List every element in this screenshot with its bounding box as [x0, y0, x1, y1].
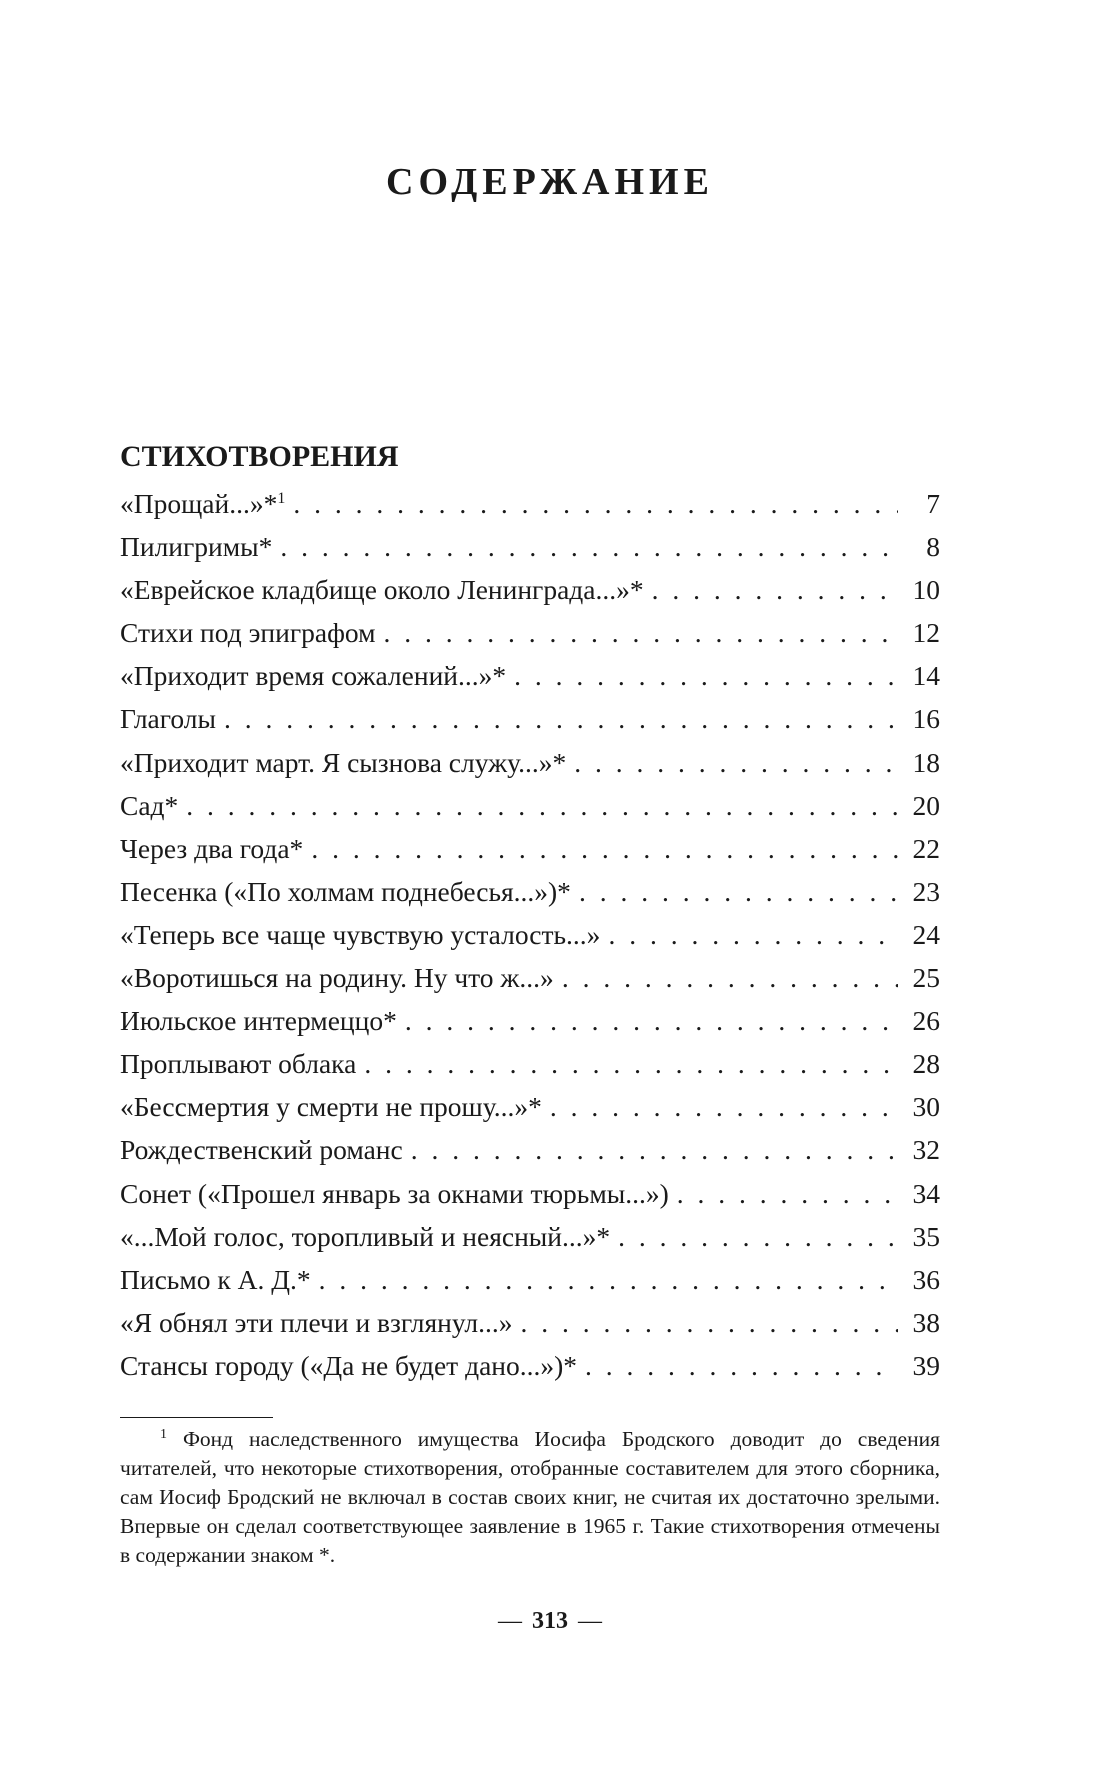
- dot-leader: [579, 876, 898, 908]
- toc-entry[interactable]: [120, 747, 940, 790]
- toc-entry[interactable]: [120, 574, 940, 617]
- toc-entry-page: 28: [912, 1048, 940, 1080]
- dot-leader: [574, 747, 898, 779]
- footnote: [120, 1425, 940, 1570]
- dot-leader: [585, 1350, 898, 1382]
- toc-entry-page: 18: [912, 746, 940, 778]
- toc-entry[interactable]: [120, 876, 940, 919]
- toc-entry-page: 24: [912, 918, 940, 950]
- toc-entry-page: 30: [912, 1091, 940, 1123]
- dot-leader: [319, 1264, 898, 1296]
- toc-entry-page: 23: [912, 875, 940, 907]
- toc-entry-page: 12: [912, 617, 940, 649]
- toc-entry-title: Через два года*: [120, 832, 304, 864]
- toc-entry[interactable]: [120, 660, 940, 703]
- toc-entry-title: Рождественский романс: [120, 1134, 403, 1166]
- toc-entry-title: «Теперь все чаще чувствую усталость...»: [120, 918, 601, 950]
- page-number: [0, 1608, 1100, 1635]
- dot-leader: [364, 1048, 898, 1080]
- toc-entry-title: Проплывают облака: [120, 1048, 357, 1080]
- dot-leader: [618, 1221, 898, 1253]
- toc-entry-title: Письмо к А. Д.*: [120, 1263, 311, 1295]
- toc-entry[interactable]: [120, 617, 940, 660]
- dot-leader: [550, 1091, 898, 1123]
- toc-entry[interactable]: [120, 1005, 940, 1048]
- toc-entry-title: Стансы городу («Да не будет дано...»)*: [120, 1349, 578, 1381]
- toc-entry-title: «Приходит март. Я сызнова служу...»*: [120, 746, 567, 778]
- toc-entry-title: Стихи под эпиграфом: [120, 617, 376, 649]
- toc-entry-title: Сад*: [120, 789, 179, 821]
- toc-entry[interactable]: [120, 1178, 940, 1221]
- toc-entry[interactable]: [120, 790, 940, 833]
- toc-entry-title: Пилигримы*: [120, 531, 273, 563]
- toc-entry-page: 16: [912, 703, 940, 735]
- toc-entry-title: «Еврейское кладбище около Ленинграда...»*: [120, 574, 644, 606]
- footnote-marker: 1: [160, 1426, 167, 1442]
- dot-leader: [411, 1134, 898, 1166]
- dot-leader: [186, 790, 898, 822]
- toc-entry-title: «Приходит время сожалений...»*: [120, 660, 507, 692]
- toc-entry[interactable]: [120, 919, 940, 962]
- toc-entry-title: Июльское интермеццо*: [120, 1005, 397, 1037]
- toc-entry-title: «Воротишься на родину. Ну что ж...»: [120, 962, 554, 994]
- dot-leader: [405, 1005, 898, 1037]
- dot-leader: [280, 531, 898, 563]
- toc-entry[interactable]: [120, 833, 940, 876]
- toc-entry-page: 22: [912, 832, 940, 864]
- toc-entry-page: 34: [912, 1177, 940, 1209]
- dot-leader: [514, 660, 898, 692]
- toc-entry[interactable]: [120, 1264, 940, 1307]
- toc-entry-page: 8: [926, 531, 940, 563]
- dot-leader: [224, 703, 898, 735]
- folio-dash-left: —: [498, 1608, 522, 1634]
- footnote-reference[interactable]: 1: [277, 489, 286, 507]
- dot-leader: [608, 919, 898, 951]
- folio-dash-right: —: [578, 1608, 602, 1634]
- toc-entry[interactable]: [120, 1221, 940, 1264]
- toc-entry[interactable]: [120, 1091, 940, 1134]
- toc-entry-page: 20: [912, 789, 940, 821]
- toc-entry[interactable]: [120, 1307, 940, 1350]
- dot-leader: [562, 962, 898, 994]
- toc-entry[interactable]: [120, 1350, 940, 1393]
- toc-entry-page: 36: [912, 1263, 940, 1295]
- toc-entry-title: «...Мой голос, торопливый и неясный...»*: [120, 1220, 611, 1252]
- dot-leader: [521, 1307, 898, 1339]
- toc-entry-page: 10: [912, 574, 940, 606]
- toc-entry-page: 26: [912, 1005, 940, 1037]
- toc-entry-title: Глаголы: [120, 703, 216, 735]
- folio-number: 313: [532, 1608, 568, 1634]
- toc-entry[interactable]: [120, 488, 940, 531]
- page-title: СОДЕРЖАНИЕ: [386, 161, 714, 203]
- toc-entry-page: 25: [912, 962, 940, 994]
- toc-entry-page: 32: [912, 1134, 940, 1166]
- toc-entry[interactable]: [120, 531, 940, 574]
- toc-entry[interactable]: [120, 1134, 940, 1177]
- dot-leader: [311, 833, 898, 865]
- toc-entry-page: 38: [912, 1306, 940, 1338]
- table-of-contents: [120, 488, 940, 1393]
- toc-entry-page: 7: [926, 488, 940, 519]
- dot-leader: [384, 617, 898, 649]
- toc-entry-page: 35: [912, 1220, 940, 1252]
- section-heading: СТИХОТВОРЕНИЯ: [120, 440, 399, 473]
- toc-entry[interactable]: [120, 703, 940, 746]
- toc-entry-title: Песенка («По холмам поднебесья...»)*: [120, 875, 571, 907]
- toc-entry-title: «Бессмертия у смерти не прошу...»*: [120, 1091, 542, 1123]
- toc-entry[interactable]: [120, 962, 940, 1005]
- toc-entry[interactable]: [120, 1048, 940, 1091]
- footnote-divider: [120, 1417, 273, 1418]
- toc-entry-page: 39: [912, 1349, 940, 1381]
- dot-leader: [293, 488, 898, 520]
- toc-entry-title: «Прощай...»*$^1$: [120, 488, 286, 519]
- toc-entry-title: «Я обнял эти плечи и взглянул...»: [120, 1306, 513, 1338]
- footnote-text: Фонд наследственного имущества Иосифа Бродского доводит до сведения читателей, что некоторые стихотворения, отобранные составителем для этого сборника, сам Иосиф Бродский не включал в состав своих книг, не считая их достаточно зрелыми. Впервые он сделал соответствующее заявление в 1965 г. Такие стихотворения отмечены в содержании знаком *.: [120, 1427, 941, 1567]
- dot-leader: [652, 574, 898, 606]
- toc-entry-page: 14: [912, 660, 940, 692]
- dot-leader: [677, 1178, 898, 1210]
- toc-entry-title: Сонет («Прошел январь за окнами тюрьмы...»): [120, 1177, 669, 1209]
